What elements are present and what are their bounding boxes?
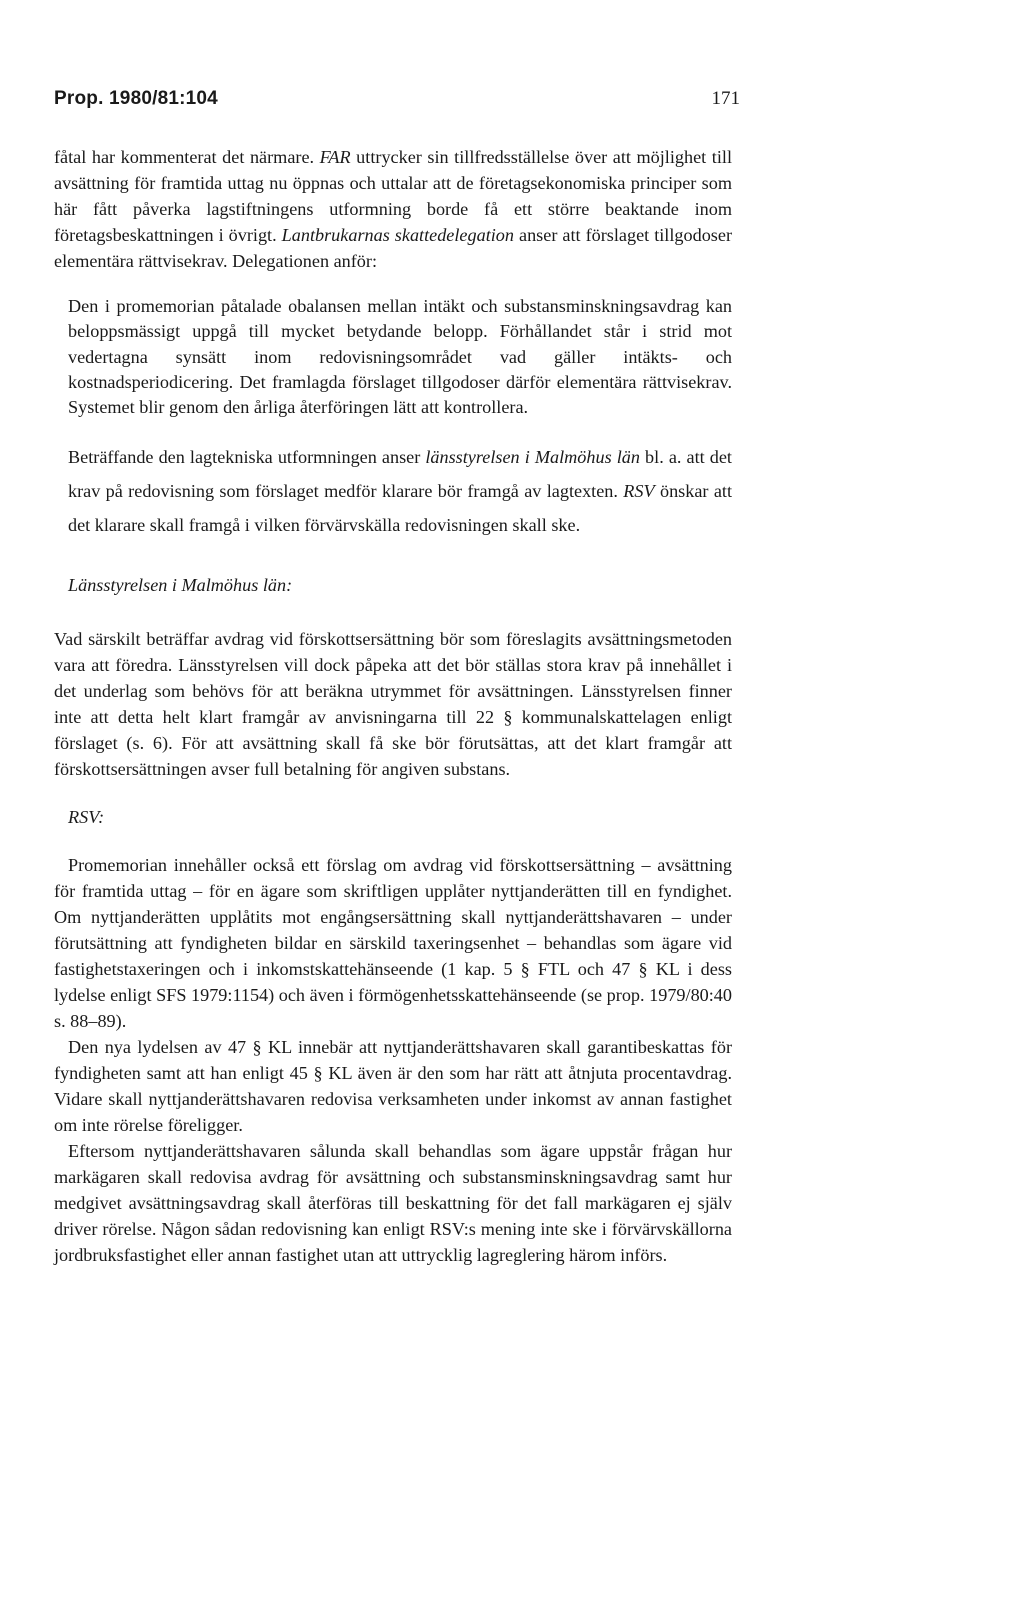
organization-name: länsstyrelsen i Malmöhus län: [425, 447, 640, 468]
paragraph-rsv-2: Den nya lydelsen av 47 § KL innebär att nyttjanderättshavaren skall garantibeskattas för fyndigheten samt att han enligt 45 § KL även är den som har rätt att åtnjuta procentavdrag. Vidare skall nyttjanderättshavaren redovisa verksamheten under inkomst av annan fastighet om inte rörelse föreligger.: [54, 1037, 732, 1136]
page-number: 171: [711, 88, 740, 109]
section-heading-rsv: RSV:: [68, 807, 105, 828]
paragraph-lansstyrelsen: Vad särskilt beträffar avdrag vid förskottsersättning bör som föreslagits avsättningsmetoden vara att föredra. Länsstyrelsen vill dock påpeka att det bör ställas stora krav på innehållet i det underlag som behövs för att beräkna utrymmet för avsättningen. Länsstyrelsen finner inte att detta helt klart framgår av anvisningarna till 22 § kommunalskattelagen enligt förslaget (s. 6). För att avsättning skall få ske bör förutsättas, att det klart framgår att förskottsersättningen avser full betalning för angiven substans.: [54, 629, 732, 780]
text-run: Beträffande den lagtekniska utformningen anser: [68, 447, 426, 468]
text-run: bl. a. att det krav på redovisning som förslaget medför klarare bör framgå av lagtexten.: [68, 447, 732, 502]
paragraph-remiss-summary: [54, 144, 732, 274]
text-run: önskar att det klarare skall framgå i vilken förvärvskälla redovisningen skall ske.: [68, 481, 732, 536]
document-page: [54, 88, 740, 1268]
block-quote: Den i promemorian påtalade obalansen mellan intäkt och substansminskningsavdrag kan beloppsmässigt uppgå till mycket betydande belopp. Förhållandet står i strid mot vedertagna synsätt inom redovisningsområdet vad gäller intäkts- och kostnadsperiodicering. Det framlagda förslaget tillgodoser därför elementära rättvisekrav. Systemet blir genom den årliga återföringen lätt att kontrollera.: [68, 296, 732, 418]
organization-name: FAR: [319, 147, 351, 167]
text-run: uttrycker sin tillfredsställelse över att möjlighet till avsättning för framtida uttag nu öppnas och uttalar att de företagsekonomiska principer som här fått påverka lagstiftningens utformning borde få ett större beaktande inom företagsbeskattningen i övrigt.: [54, 147, 732, 245]
paragraph-lagteknisk: [54, 440, 732, 542]
section-heading-lansstyrelsen: Länsstyrelsen i Malmöhus län:: [68, 575, 293, 596]
page-header: [54, 88, 740, 116]
organization-name: Lantbrukarnas skattedelegation: [281, 225, 514, 245]
document-reference: Prop. 1980/81:104: [54, 88, 218, 109]
paragraph-rsv-3: Eftersom nyttjanderättshavaren sålunda skall behandlas som ägare uppstår frågan hur markägaren skall redovisa avdrag för avsättning och substansminskningsavdrag samt hur medgivet avsättningsavdrag skall återföras till beskattning för det fall markägaren ej själv driver rörelse. Någon sådan redovisning kan enligt RSV:s mening inte ske i förvärvskällorna jordbruksfastighet eller annan fastighet utan att uttrycklig lagreglering härom införs.: [54, 1141, 732, 1266]
text-run: anser att förslaget tillgodoser elementära rättvisekrav. Delegationen anför:: [54, 225, 732, 271]
organization-name: RSV: [623, 481, 655, 502]
text-run: fåtal har kommenterat det närmare.: [54, 147, 320, 167]
paragraph-rsv-1: Promemorian innehåller också ett förslag om avdrag vid förskottsersättning – avsättning för framtida uttag – för en ägare som skriftligen upplåter nyttjanderätten till en fyndighet. Om nyttjanderätten upplåtits mot engångsersättning skall nyttjanderättshavaren – under förutsättning att fyndigheten bildar en särskild taxeringsenhet – behandlas som ägare vid fastighetstaxeringen och i inkomstskattehänseende (1 kap. 5 § FTL och 47 § KL i dess lydelse enligt SFS 1979:1154) och även i förmögenhetsskattehänseende (se prop. 1979/80:40 s. 88–89).: [54, 855, 732, 1032]
